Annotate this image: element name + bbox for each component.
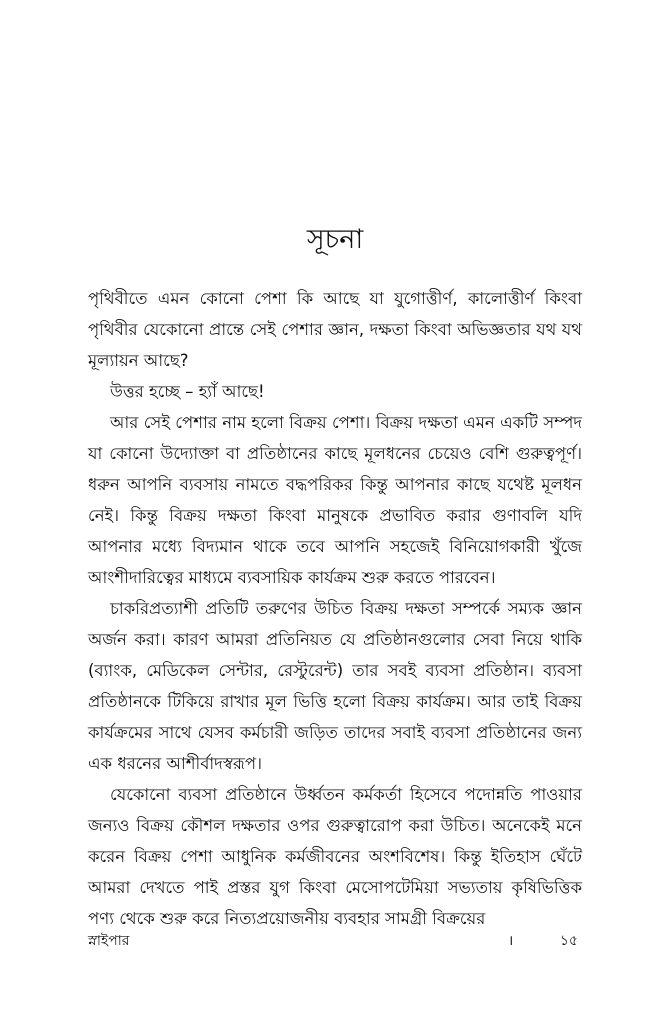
paragraph-sales-profession: আর সেই পেশার নাম হলো বিক্রয় পেশা। বিক্রয় দক্ষতা এমন একটি সম্পদ যা কোনো উদ্যোক্তা বা প্রতিষ্ঠানের কাছে মূলধনের চেয়েও বেশি গুরুত্বপূর্ণ। ধরুন আপনি ব্যবসায় নামতে বদ্ধপরিকর কিন্তু আপনার কাছে যথেষ্ট মূলধন নেই। কিন্তু বিক্রয় দক্ষতা কিংবা মানুষকে প্রভাবিত করার গুণাবলি যদি আপনার মধ্যে বিদ্যমান থাকে তবে আপনি সহজেই বিনিয়োগকারী খুঁজে আংশীদারিত্বের মাধ্যমে ব্যবসায়িক কার্যক্রম শুরু করতে পারবেন। <box>88 413 582 587</box>
paragraph-answer: উত্তর হচ্ছে – হ্যাঁ আছে! <box>110 382 265 401</box>
running-title: স্নাইপার <box>88 933 130 949</box>
page-title: সূচনা <box>306 224 364 255</box>
paragraph-job-seekers: চাকরিপ্রত্যাশী প্রতিটি তরুণের উচিত বিক্রয় দক্ষতা সম্পর্কে সম্যক জ্ঞান অর্জন করা। কারণ আমরা প্রতিনিয়ত যে প্রতিষ্ঠানগুলোর সেবা নিয়ে থাকি (ব্যাংক, মেডিকেল সেন্টার, রেস্টুরেন্ট) তার সবই ব্যবসা প্রতিষ্ঠান। ব্যবসা প্রতিষ্ঠানকে টিকিয়ে রাখার মূল ভিত্তি হলো বিক্রয় কার্যক্রম। আর তাই বিক্রয় কার্যক্রমের সাথে যেসব কর্মচারী জড়িত তাদের সবাই ব্যবসা প্রতিষ্ঠানের জন্য এক ধরনের আশীর্বাদস্বরূপ। <box>88 599 582 773</box>
paragraph-intro-question: পৃথিবীতে এমন কোনো পেশা কি আছে যা যুগোত্তীর্ণ, কালোত্তীর্ণ কিংবা পৃথিবীর যেকোনো প্রান্তে সেই পেশার জ্ঞান, দক্ষতা কিংবা অভিজ্ঞতার যথ যথ মূল্যায়ন আছে? <box>88 289 582 370</box>
footer-separator: । <box>508 933 514 949</box>
page-body <box>88 222 582 934</box>
paragraph-promotion-history: যেকোনো ব্যবসা প্রতিষ্ঠানে উর্ধ্বতন কর্মকর্তা হিসেবে পদোন্নতি পাওয়ার জন্যও বিক্রয় কৌশল দক্ষতার ওপর গুরুত্বারোপ করা উচিত। অনেকেই মনে করেন বিক্রয় পেশা আধুনিক কর্মজীবনের অংশবিশেষ। কিন্তু ইতিহাস ঘেঁটে আমরা দেখতে পাই প্রস্তর যুগ কিংবা মেসোপটেমিয়া সভ্যতায় কৃষিভিত্তিক পণ্য থেকে শুরু করে নিত্যপ্রয়োজনীয় ব্যবহার সামগ্রী বিক্রয়ের <box>88 785 582 928</box>
page-number: ১৫ <box>559 933 578 949</box>
